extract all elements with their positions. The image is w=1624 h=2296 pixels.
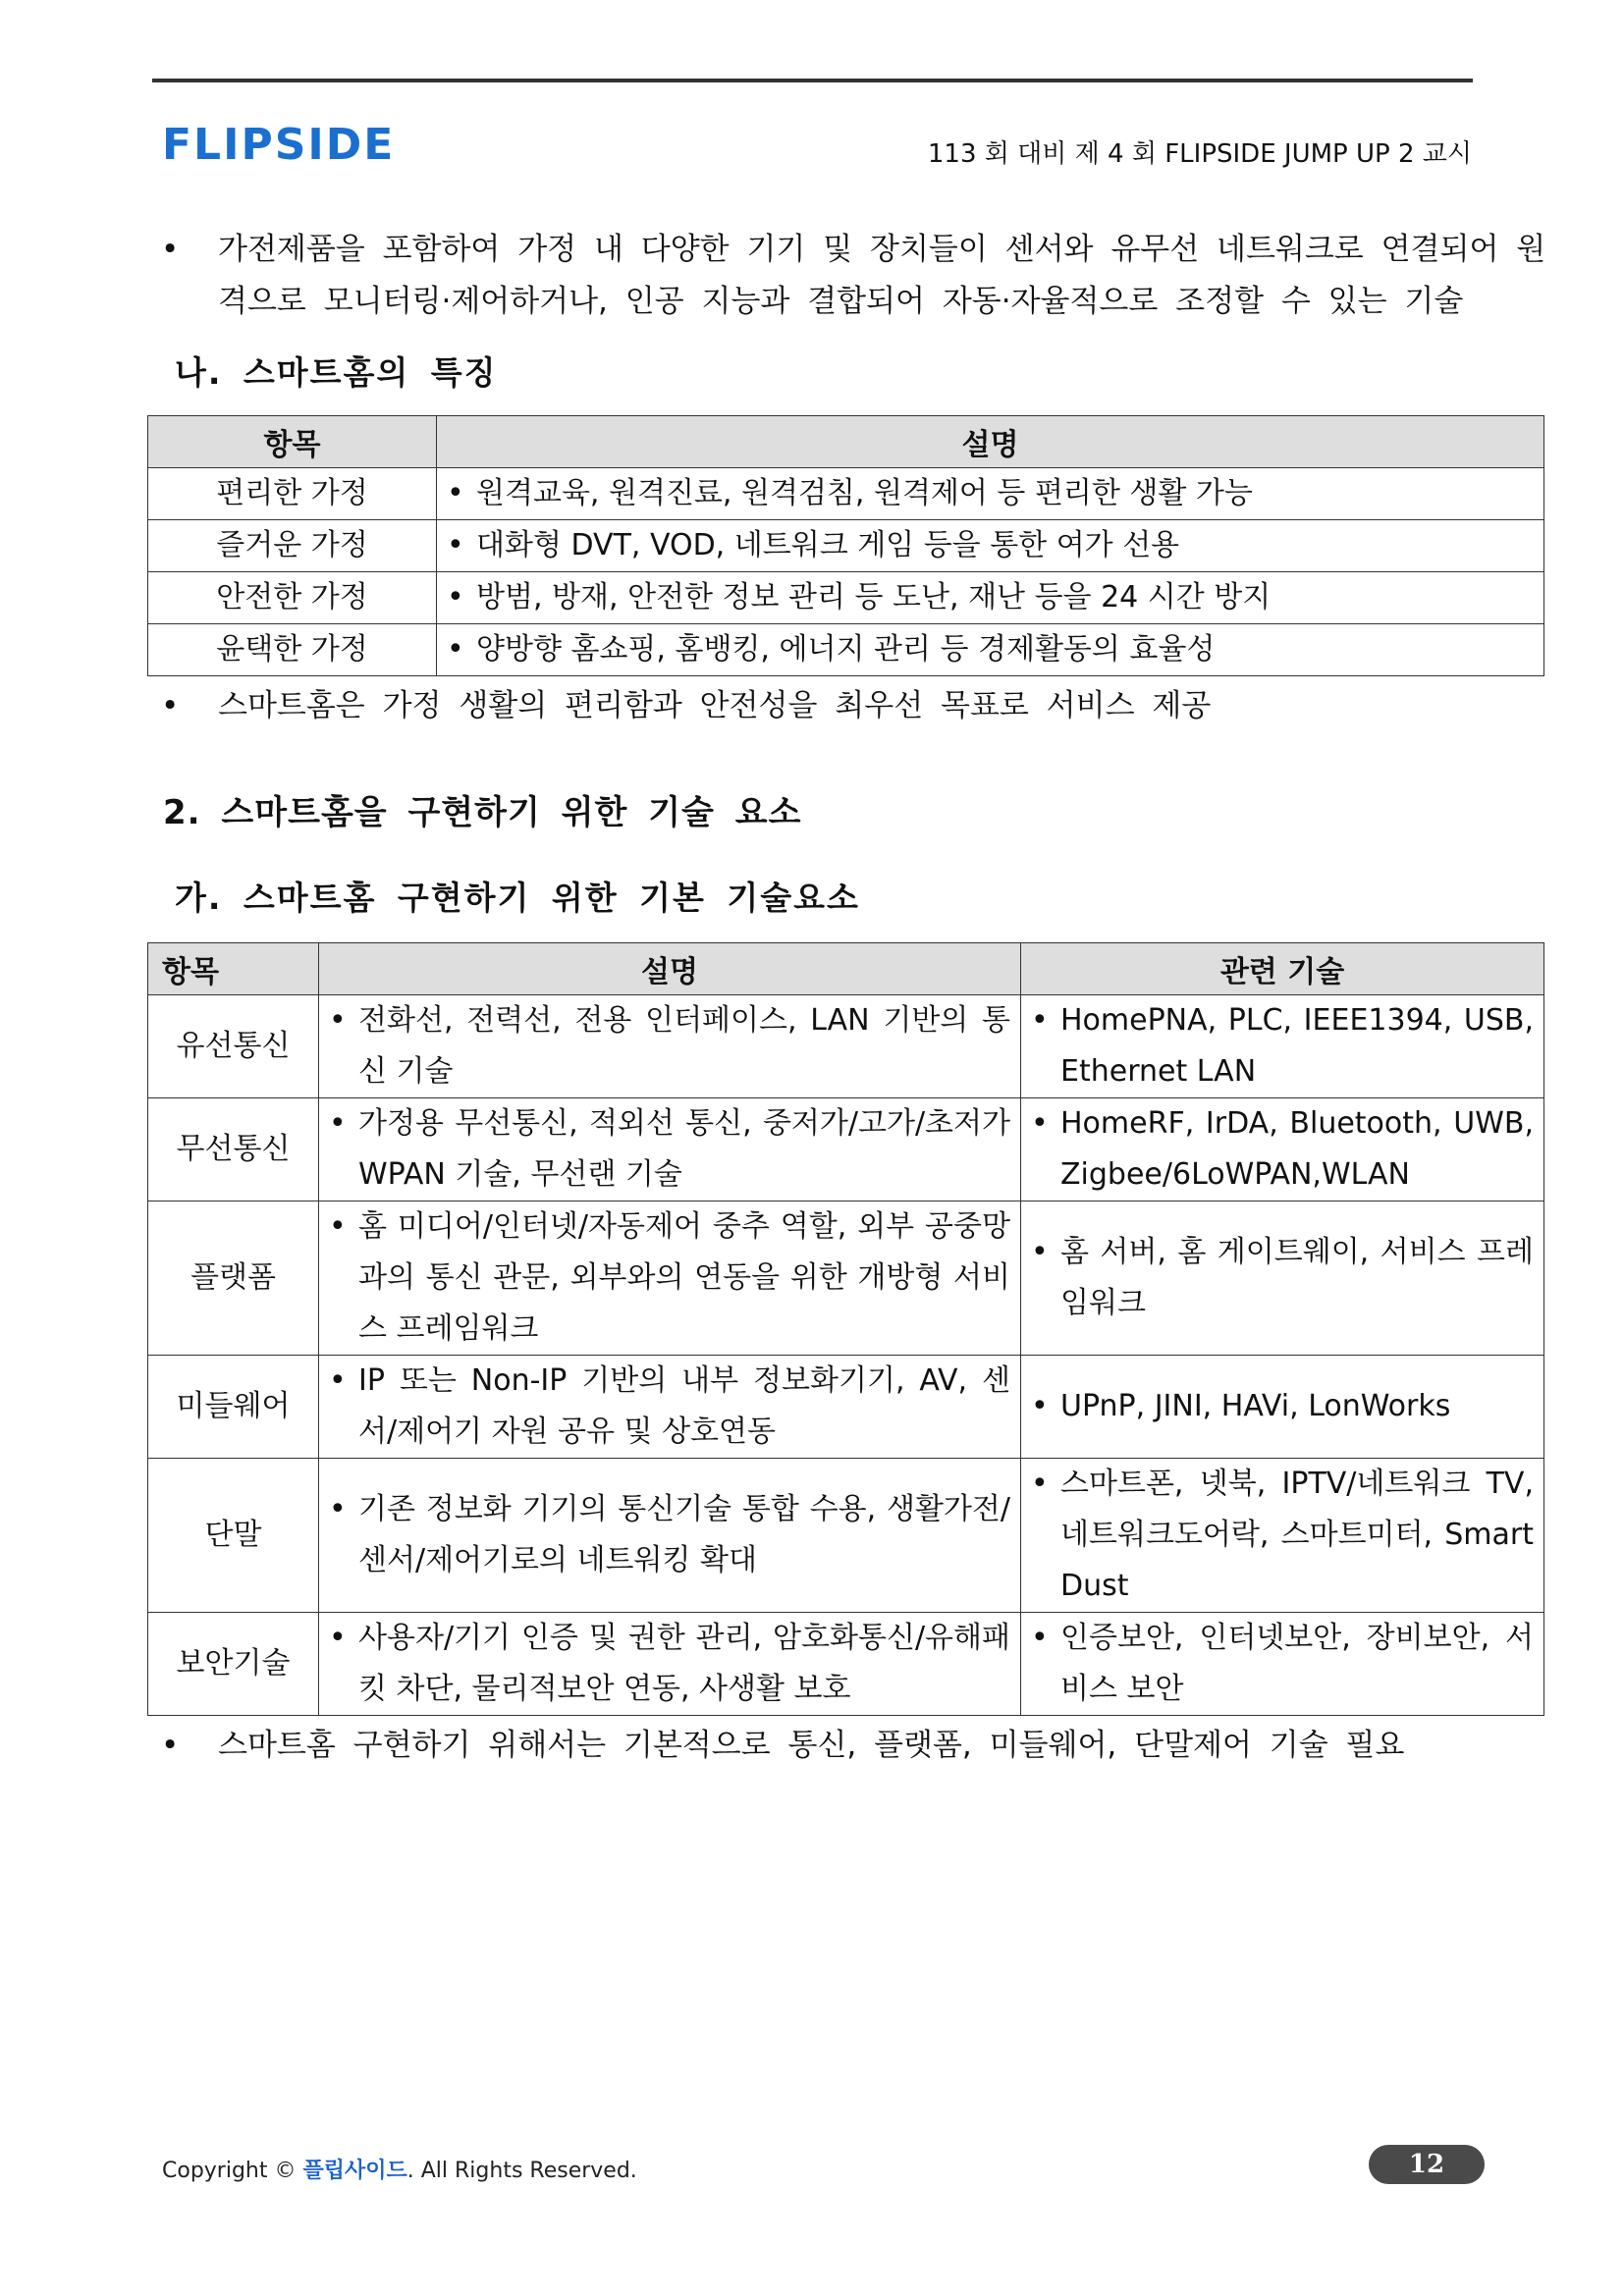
bullet-icon: •	[329, 1106, 347, 1141]
table-row	[148, 624, 1544, 676]
desc-cell: • 가정용 무선통신, 적외선 통신, 중저가/고가/초저가 WPAN 기술, 무선랜 기술	[319, 1098, 1021, 1201]
desc-cell: • 기존 정보화 기기의 통신기술 통합 수용, 생활가전/센서/제어기로의 네트워킹 확대	[319, 1459, 1021, 1613]
item-cell: 편리한 가정	[148, 468, 437, 520]
bullet-icon: •	[1031, 1106, 1049, 1141]
tech-note-text: 스마트홈 구현하기 위해서는 기본적으로 통신, 플랫폼, 미들웨어, 단말제어 기술 필요	[218, 1728, 1405, 1763]
tech-cell: • 스마트폰, 넷북, IPTV/네트워크 TV, 네트워크도어락, 스마트미터, Smart Dust	[1021, 1459, 1544, 1613]
table-row	[148, 520, 1544, 572]
bullet-icon: •	[161, 1728, 180, 1763]
table-row	[148, 1613, 1544, 1716]
bullet-icon: •	[1031, 1003, 1049, 1038]
desc-cell: • 홈 미디어/인터넷/자동제어 중추 역할, 외부 공중망과의 통신 관문, 외부와의 연동을 위한 개방형 서비스 프레임워크	[319, 1201, 1021, 1356]
footer-copyright	[162, 2154, 637, 2184]
flipside-logo: FLIPSIDE	[162, 120, 396, 170]
bullet-icon: •	[447, 632, 464, 667]
bullet-icon: •	[329, 1003, 347, 1038]
copyright-prefix: Copyright ©	[162, 2159, 297, 2183]
bullet-icon: •	[329, 1363, 347, 1398]
item-cell: 안전한 가정	[148, 572, 437, 624]
features-note-text: 스마트홈은 가정 생활의 편리함과 안전성을 최우선 목표로 서비스 제공	[218, 688, 1212, 723]
item-cell: 단말	[148, 1459, 319, 1613]
table-row	[148, 995, 1544, 1098]
table-header-row	[148, 943, 1544, 995]
features-table	[147, 415, 1544, 676]
section-2-heading: 2. 스마트홈을 구현하기 위한 기술 요소	[163, 793, 802, 832]
features-note	[147, 680, 1546, 732]
tech-cell: • HomePNA, PLC, IEEE1394, USB, Ethernet LAN	[1021, 995, 1544, 1098]
tech-cell: • HomeRF, IrDA, Bluetooth, UWB, Zigbee/6LoWPAN,WLAN	[1021, 1098, 1544, 1201]
column-header: 관련 기술	[1021, 943, 1544, 995]
column-header: 항목	[148, 943, 319, 995]
desc-cell: • 전화선, 전력선, 전용 인터페이스, LAN 기반의 통신 기술	[319, 995, 1021, 1098]
section-ga-heading: 가. 스마트홈 구현하기 위한 기본 기술요소	[175, 879, 860, 917]
brand-name: 플립사이드	[302, 2159, 407, 2183]
bullet-icon: •	[329, 1492, 347, 1526]
item-cell: 보안기술	[148, 1613, 319, 1716]
desc-cell: • 대화형 DVT, VOD, 네트워크 게임 등을 통한 여가 선용	[437, 520, 1544, 572]
tech-cell: • 홈 서버, 홈 게이트웨이, 서비스 프레임워크	[1021, 1201, 1544, 1356]
tech-cell: • 인증보안, 인터넷보안, 장비보안, 서비스 보안	[1021, 1613, 1544, 1716]
item-cell: 미들웨어	[148, 1356, 319, 1459]
column-header: 설명	[437, 416, 1544, 468]
item-cell: 유선통신	[148, 995, 319, 1098]
desc-cell: • 사용자/기기 인증 및 권한 관리, 암호화통신/유해패킷 차단, 물리적보안 연동, 사생활 보호	[319, 1613, 1021, 1716]
page-content	[147, 224, 1546, 1772]
desc-cell: • 방범, 방재, 안전한 정보 관리 등 도난, 재난 등을 24 시간 방지	[437, 572, 1544, 624]
bullet-icon: •	[447, 476, 464, 510]
table-header-row	[148, 416, 1544, 468]
column-header: 항목	[148, 416, 437, 468]
intro-bullet	[147, 224, 1546, 328]
copyright-suffix: . All Rights Reserved.	[406, 2159, 637, 2183]
intro-bullet-text: 가전제품을 포함하여 가정 내 다양한 기기 및 장치들이 센서와 유무선 네트워크로 연결되어 원격으로 모니터링·제어하거나, 인공 지능과 결합되어 자동·자율적으로 조정할 수 있는 기술	[218, 232, 1546, 319]
column-header: 설명	[319, 943, 1021, 995]
tech-cell: • UPnP, JINI, HAVi, LonWorks	[1021, 1356, 1544, 1459]
bullet-icon: •	[1031, 1467, 1049, 1501]
bullet-icon: •	[1031, 1389, 1049, 1423]
table-row	[148, 572, 1544, 624]
table-row	[148, 1201, 1544, 1356]
desc-cell: • IP 또는 Non-IP 기반의 내부 정보화기기, AV, 센서/제어기 자원 공유 및 상호연동	[319, 1356, 1021, 1459]
bullet-icon: •	[1031, 1621, 1049, 1655]
bullet-icon: •	[329, 1209, 347, 1244]
header-title: 113 회 대비 제 4 회 FLIPSIDE JUMP UP 2 교시	[927, 139, 1472, 169]
table-row	[148, 1356, 1544, 1459]
table-row	[148, 468, 1544, 520]
desc-cell: • 양방향 홈쇼핑, 홈뱅킹, 에너지 관리 등 경제활동의 효율성	[437, 624, 1544, 676]
bullet-icon: •	[329, 1621, 347, 1655]
section-na-heading: 나. 스마트홈의 특징	[175, 353, 498, 392]
tech-note	[147, 1720, 1546, 1772]
tech-elements-table	[147, 942, 1544, 1716]
bullet-icon: •	[447, 580, 464, 614]
bullet-icon: •	[1031, 1235, 1049, 1269]
bullet-icon: •	[447, 528, 464, 562]
item-cell: 무선통신	[148, 1098, 319, 1201]
bullet-icon: •	[161, 232, 180, 267]
header-rule	[152, 79, 1473, 82]
item-cell: 즐거운 가정	[148, 520, 437, 572]
desc-cell: • 원격교육, 원격진료, 원격검침, 원격제어 등 편리한 생활 가능	[437, 468, 1544, 520]
page-number: 12	[1369, 2145, 1485, 2184]
item-cell: 윤택한 가정	[148, 624, 437, 676]
item-cell: 플랫폼	[148, 1201, 319, 1356]
table-row	[148, 1459, 1544, 1613]
table-row	[148, 1098, 1544, 1201]
bullet-icon: •	[161, 688, 180, 723]
